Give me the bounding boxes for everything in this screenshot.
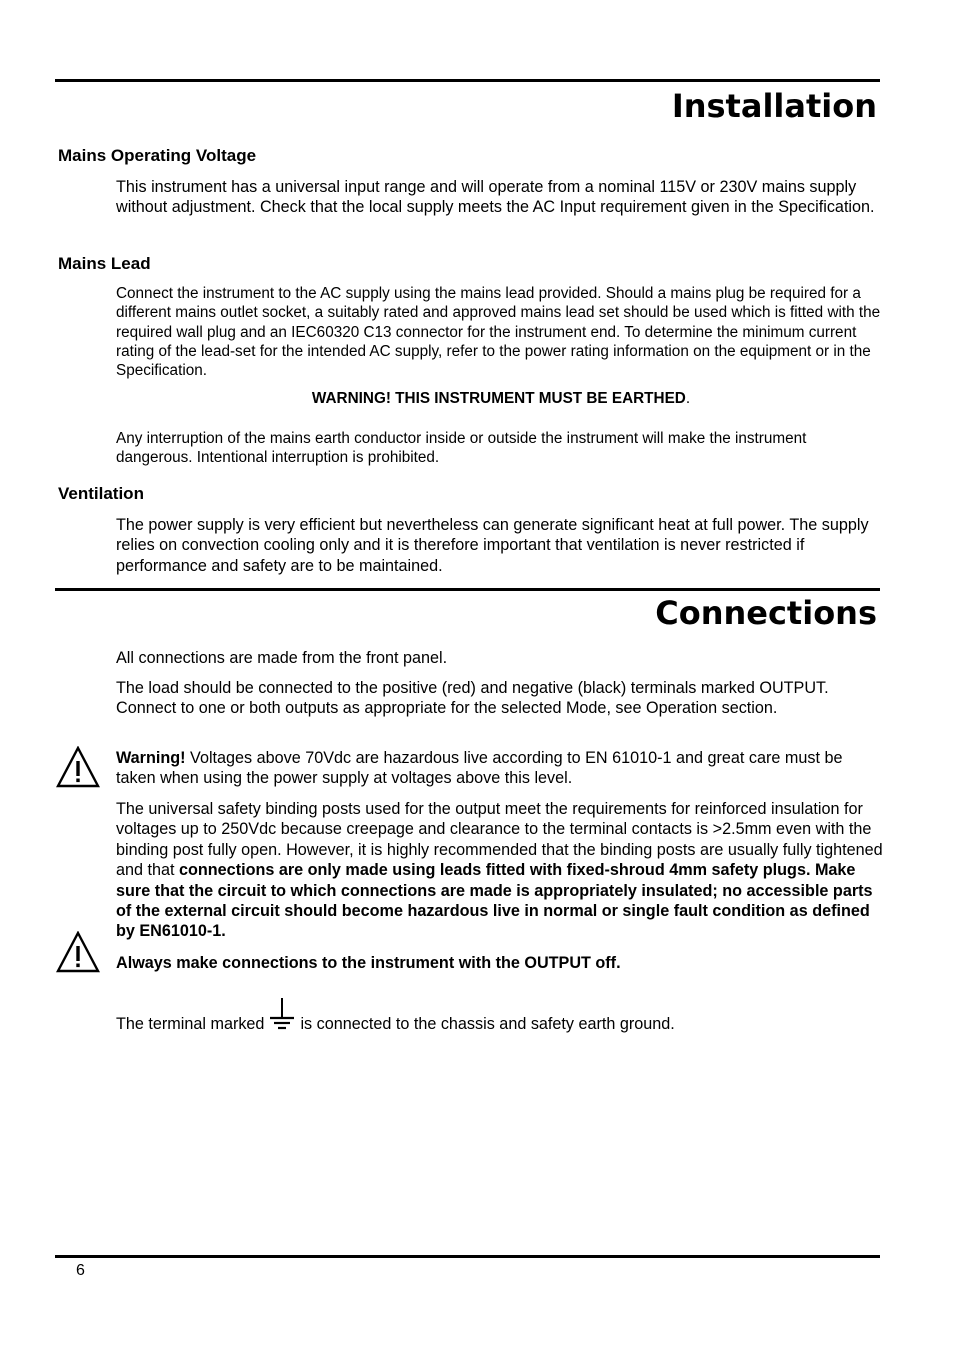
page-number: 6 [76,1262,85,1279]
earth-terminal-after: is connected to the chassis and safety earth ground. [300,1015,675,1033]
ventilation-heading: Ventilation [58,484,144,503]
connections-title: Connections [655,594,877,632]
top-rule [55,79,880,82]
binding-posts-bold-text: connections are only made using leads fitted with fixed-shroud 4mm safety plugs. Make sure that the circuit to which connections are made is appropriately insulated; no accessible parts of the external circuit should become hazardous live in normal or single fault condition as defined by EN61010-1. [116,861,873,941]
mains-lead-text-2: Any interruption of the mains earth conductor inside or outside the instrument will make the instrument dangerous. Intentional interruption is prohibited. [116,430,807,467]
earth-warning-text: WARNING! THIS INSTRUMENT MUST BE EARTHED [311,390,686,407]
earth-terminal-before: The terminal marked [116,1015,265,1033]
mains-voltage-heading: Mains Operating Voltage [58,146,257,165]
binding-posts-text: The universal safety binding posts used for the output meet the requirements for reinforced insulation for voltages up to 250Vdc because creepage and clearance to the terminal contacts is >2.5mm even with the binding post fully open. However, it is highly recommended that the binding posts are usually fully tightened and that [116,800,883,880]
warning-text: Voltages above 70Vdc are hazardous live according to EN 61010-1 and great care must be taken when using the power supply at voltages above this level. [116,749,843,788]
earth-ground-icon [267,998,297,1034]
connections-p1: All connections are made from the front panel. [116,649,448,667]
connections-p2: The load should be connected to the positive (red) and negative (black) terminals marked OUTPUT. Connect to one or both outputs as appropriate for the selected Mode, see Operation section. [116,679,829,718]
warning-triangle-icon [56,746,100,788]
ventilation-text: The power supply is very efficient but nevertheless can generate significant heat at full power. The supply relies on convection cooling only and it is therefore important that ventilation is never restricted if performance and safety are to be maintained. [116,516,869,575]
earth-terminal-text [116,1014,886,1034]
installation-title: Installation [671,87,877,125]
mains-lead-heading: Mains Lead [58,254,151,273]
mains-voltage-text: This instrument has a universal input range and will operate from a nominal 115V or 230V mains supply without adjustment. Check that the local supply meets the AC Input requirement given in the Specification. [116,178,875,217]
mains-lead-text: Connect the instrument to the AC supply using the mains lead provided. Should a mains plug be required for a different mains outlet socket, a suitably rated and approved mains lead set should be used which is fitted with the required wall plug and an IEC60320 C13 connector for the instrument end. To determine the minimum current rating of the lead-set for the intended AC supply, refer to the power rating information on the equipment or in the Specification. [116,285,881,380]
connections-p3 [116,799,886,942]
section-rule [55,588,880,591]
warning-label: Warning! [116,749,186,767]
warning-paragraph [116,748,886,789]
earth-warning [116,389,886,408]
earth-warning-suffix: . [685,390,691,407]
footer-rule [55,1255,880,1258]
output-off-warning [116,953,886,973]
output-off-text: Always make connections to the instrument with the OUTPUT off. [116,954,621,972]
warning-triangle-icon [56,931,100,973]
